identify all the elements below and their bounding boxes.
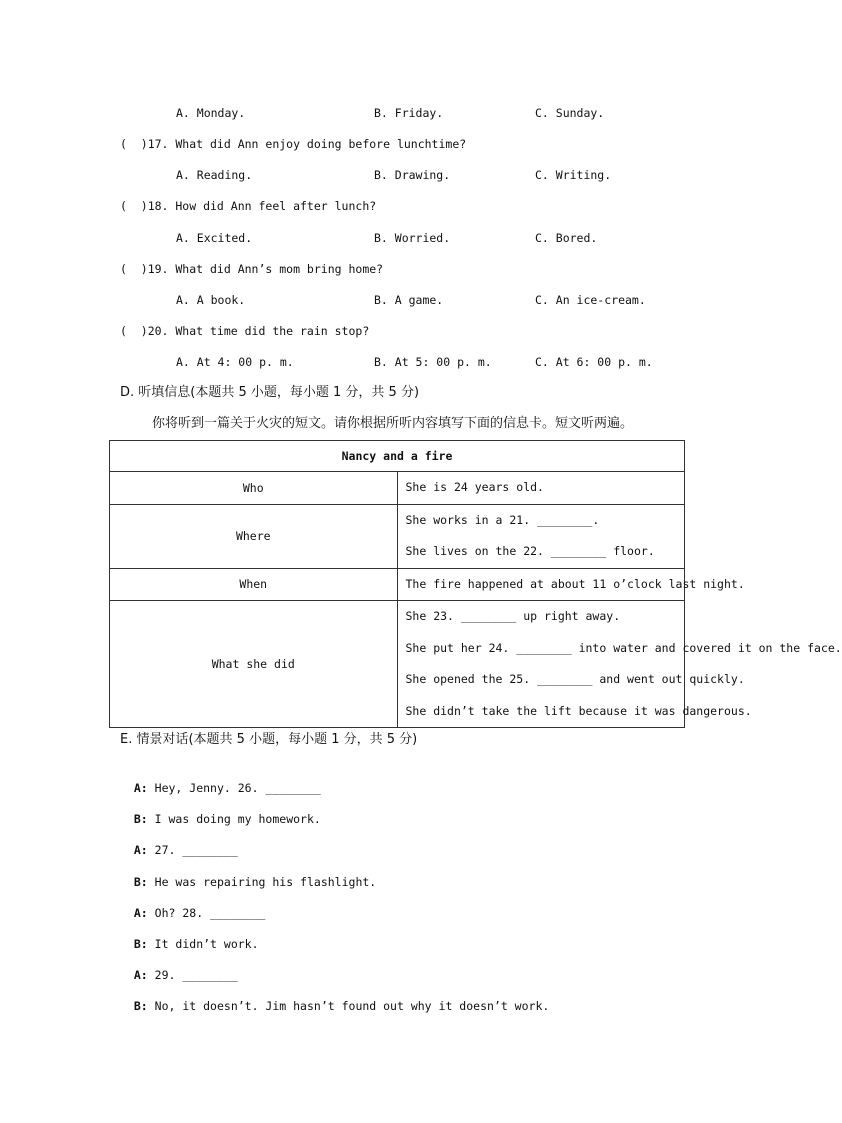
table-row [110,504,685,568]
dialogue-line [120,795,321,827]
question-19-stem: ( )19. What did Ann’s mom bring home? [120,262,384,276]
q20-option-c: C. At 6: 00 p. m. [535,355,653,369]
dialogue-text: 29. ________ [154,968,238,982]
speaker-label: A: [133,843,148,857]
q17-option-a: A. Reading. [176,168,253,182]
row-content-when [397,568,745,601]
section-d-instruction: 你将听到一篇关于火灾的短文。请你根据所听内容填写下面的信息卡。短文听两遍。 [152,416,634,431]
cell-line: The fire happened at about 11 o’clock last night. [405,576,745,591]
cell-line: She opened the 25. ________ and went out quickly. [405,672,745,686]
q17-option-b: B. Drawing. [374,168,451,182]
dialogue-line [120,858,376,890]
dialogue-text: 27. ________ [154,843,238,857]
q17-option-c: C. Writing. [535,168,612,182]
section-d-heading: D. 听填信息(本题共 5 小题，每小题 1 分，共 5 分) [120,385,420,400]
row-label-where: Where [110,504,398,568]
row-content-who [397,472,685,505]
q20-option-b: B. At 5: 00 p. m. [374,355,492,369]
cell-line: She didn’t take the lift because it was dangerous. [405,703,752,718]
cell-line: She is 24 years old. [405,480,544,494]
table-row [110,472,685,505]
cell-line: She works in a 21. ________. [405,512,600,527]
speaker-label: B: [133,999,148,1013]
dialogue-text: I was doing my homework. [154,812,321,826]
speaker-label: A: [133,781,148,795]
dialogue-text: He was repairing his flashlight. [154,875,377,889]
q19-option-b: B. A game. [374,293,444,307]
row-label-who: Who [110,472,398,505]
table-title: Nancy and a fire [110,441,685,472]
q20-option-a: A. At 4: 00 p. m. [176,355,294,369]
row-label-what-she-did: What she did [110,601,398,728]
speaker-label: A: [133,968,148,982]
dialogue-text: Oh? 28. ________ [154,906,266,920]
dialogue-line [120,764,321,796]
speaker-label: B: [133,875,148,889]
dialogue-line [120,889,265,921]
q16-option-b: B. Friday. [374,106,444,120]
q19-option-a: A. A book. [176,293,246,307]
question-18-stem: ( )18. How did Ann feel after lunch? [120,199,377,213]
q18-option-c: C. Bored. [535,231,598,245]
row-content-where [397,504,685,568]
q18-option-b: B. Worried. [374,231,451,245]
table-row [110,601,685,728]
q19-option-c: C. An ice-cream. [535,293,646,307]
section-e-heading: E. 情景对话(本题共 5 小题，每小题 1 分，共 5 分) [120,732,418,747]
dialogue-line [120,826,238,858]
info-card-table [109,440,842,728]
q16-option-c: C. Sunday. [535,106,605,120]
row-label-when: When [110,568,398,601]
speaker-label: B: [133,812,148,826]
q16-option-a: A. Monday. [176,106,246,120]
table-row [110,568,685,601]
cell-line: She lives on the 22. ________ floor. [405,544,655,558]
dialogue-line [120,920,259,952]
q18-option-a: A. Excited. [176,231,253,245]
dialogue-line [120,951,238,983]
speaker-label: B: [133,937,148,951]
question-17-stem: ( )17. What did Ann enjoy doing before lunchtime? [120,137,467,151]
question-20-stem: ( )20. What time did the rain stop? [120,324,370,338]
speaker-label: A: [133,906,148,920]
dialogue-text: No, it doesn’t. Jim hasn’t found out why it doesn’t work. [154,999,550,1013]
row-content-what-she-did [397,601,842,728]
cell-line: She 23. ________ up right away. [405,609,621,623]
dialogue-line [120,982,549,1014]
cell-line: She put her 24. ________ into water and covered it on the face. [405,640,842,655]
dialogue-text: It didn’t work. [154,937,259,951]
dialogue-text: Hey, Jenny. 26. ________ [154,781,321,795]
